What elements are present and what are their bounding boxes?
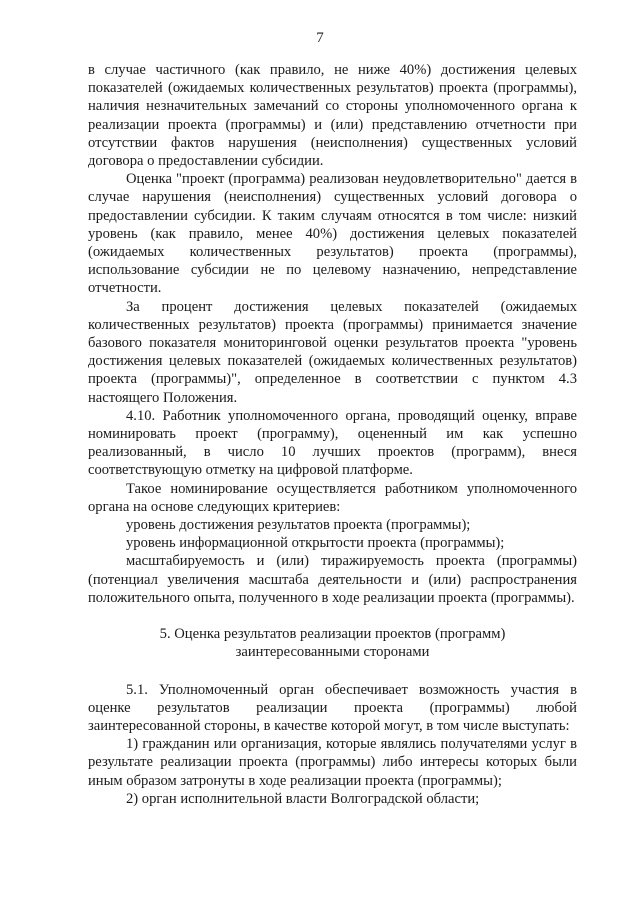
paragraph: За процент достижения целевых показателей (ожидаемых количественных результатов) проекта (программы) принимается значение базового показателя мониторинговой оценки результатов проекта "уровень достижения целевых показателей (ожидаемых количественных результатов) проекта (программы)", определенное в соответствии с пунктом 4.3 настоящего Положения. [88, 298, 577, 406]
paragraph: 4.10. Работник уполномоченного органа, проводящий оценку, вправе номинировать проект (программу), оцененный им как успешно реализованный, в число 10 лучших проектов (программ), внеся соответствующую отметку на цифровой платформе. [88, 407, 577, 479]
page-number: 7 [316, 30, 324, 46]
section-heading-line-1: 5. Оценка результатов реализации проектов (программ) [159, 626, 506, 643]
paragraph: в случае частичного (как правило, не ниже 40%) достижения целевых показателей (ожидаемых количественных результатов) проекта (программы), наличия незначительных замечаний со стороны уполномоченного органа к реализации проекта (программы) и (или) представлению отчетности при отсутствии фактов нарушения (неисполнения) существенных условий договора о предоставлении субсидии. [88, 62, 577, 170]
paragraphs-before-heading [88, 61, 577, 607]
paragraph: 1) гражданин или организация, которые являлись получателями услуг в результате реализации проекта (программы) либо интересы которых были иным образом затронуты в ходе реализации проекта (программы); [88, 736, 577, 789]
section-heading-line-2: заинтересованными сторонами [235, 644, 430, 661]
paragraph: уровень информационной открытости проекта (программы); [126, 535, 505, 552]
paragraph: Такое номинирование осуществляется работником уполномоченного органа на основе следующих критериев: [88, 480, 577, 515]
section-heading [88, 607, 577, 680]
paragraph: 2) орган исполнительной власти Волгоградской области; [126, 790, 480, 807]
document-body [88, 61, 577, 808]
paragraph: 5.1. Уполномоченный орган обеспечивает возможность участия в оценке результатов реализации проекта (программы) любой заинтересованной стороны, в качестве которой могут, в том числе выступать: [88, 681, 577, 734]
paragraph: Оценка "проект (программа) реализован неудовлетворительно" дается в случае нарушения (неисполнения) существенных условий договора о предоставлении субсидии. К таким случаям относятся в том числе: низкий уровень (как правило, менее 40%) достижения целевых показателей (ожидаемых количественных результатов) проекта (программы), использование субсидии не по целевому назначению, непредставление отчетности. [88, 171, 577, 297]
paragraph: уровень достижения результатов проекта (программы); [126, 517, 471, 534]
paragraph: масштабируемость и (или) тиражируемость проекта (программы) (потенциал увеличения масштаба деятельности и (или) распространения положительного опыта, полученного в ходе реализации проекта (программы). [88, 553, 577, 606]
paragraphs-after-heading [88, 681, 577, 808]
